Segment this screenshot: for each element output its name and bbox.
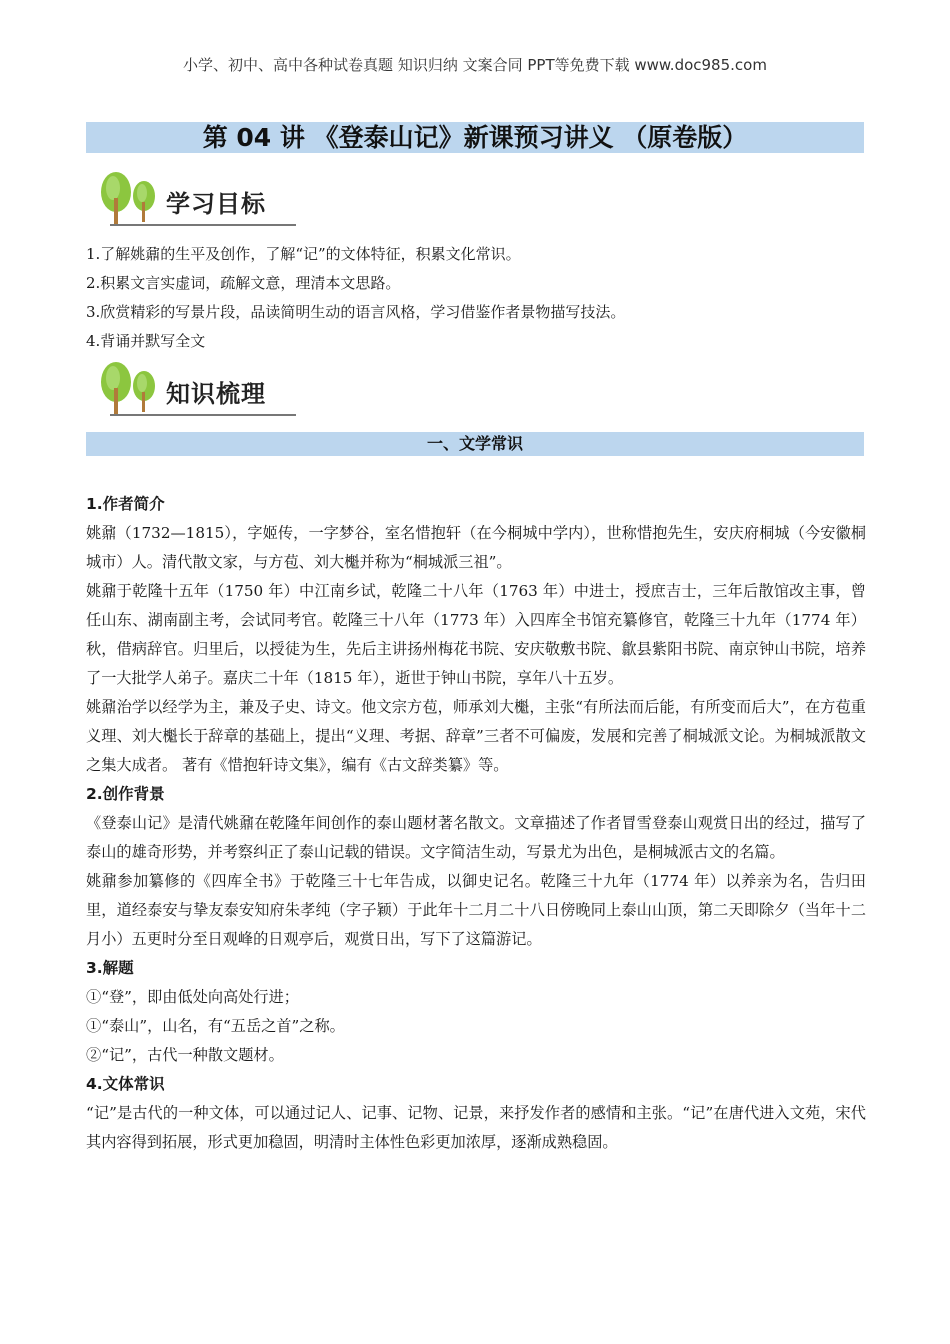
background-paragraph: 《登泰山记》是清代姚鼐在乾隆年间创作的泰山题材著名散文。文章描述了作者冒雪登泰山观赏日出的经过，描写了泰山的雄奇形势，并考察纠正了泰山记载的错误。文字简洁生动，写景尤为出色，是桐城派古文的名篇。: [86, 814, 866, 861]
badge-underline: [110, 414, 296, 416]
goal-item: 2.积累文言实虚词，疏解文意，理清本文思路。: [86, 274, 401, 292]
title-explain-heading: 3.解题: [86, 959, 134, 977]
title-explain-item: ①“泰山”，山名，有“五岳之首”之称。: [86, 1017, 345, 1035]
knowledge-badge-label: 知识梳理: [166, 380, 266, 408]
goal-item: 3.欣赏精彩的写景片段，品读简明生动的语言风格，学习借鉴作者景物描写技法。: [86, 303, 626, 321]
goals-badge: [96, 170, 306, 226]
tree-icon: [96, 170, 166, 226]
section-title: 一、文学常识: [86, 432, 864, 456]
document-title: 第 04 讲 《登泰山记》新课预习讲义 （原卷版）: [86, 122, 864, 153]
title-explain-item: ①“登”，即由低处向高处行进；: [86, 988, 299, 1006]
site-header: 小学、初中、高中各种试卷真题 知识归纳 文案合同 PPT等免费下载 www.doc985.com: [183, 56, 767, 74]
badge-underline: [110, 224, 296, 226]
goal-item: 1.了解姚鼐的生平及创作，了解“记”的文体特征，积累文化常识。: [86, 245, 521, 263]
background-paragraph: 姚鼐参加纂修的《四库全书》于乾隆三十七年告成，以御史记名。乾隆三十九年（1774 年）以养亲为名，告归田里，道经泰安与挚友泰安知府朱孝纯（字子颖）于此年十二月二十八日傍晚同上泰山山顶，第二天即除夕（当年十二月小）五更时分至日观峰的日观亭后，观赏日出，写下了这篇游记。: [86, 872, 866, 948]
tree-icon: [96, 360, 166, 416]
goals-list: [86, 240, 876, 356]
author-heading: 1.作者简介: [86, 495, 165, 513]
main-content: [86, 490, 866, 1157]
genre-heading: 4.文体常识: [86, 1075, 165, 1093]
author-paragraph: 姚鼐治学以经学为主，兼及子史、诗文。他文宗方苞，师承刘大櫆，主张“有所法而后能，有所变而后大”，在方苞重义理、刘大櫆长于辞章的基础上，提出“义理、考据、辞章”三者不可偏废，发展和完善了桐城派文论。为桐城派散文之集大成者。 著有《惜抱轩诗文集》，编有《古文辞类纂》等。: [86, 698, 866, 774]
knowledge-badge: [96, 360, 306, 416]
background-heading: 2.创作背景: [86, 785, 165, 803]
author-paragraph: 姚鼐（1732—1815），字姬传，一字梦谷，室名惜抱轩（在今桐城中学内），世称惜抱先生，安庆府桐城（今安徽桐城市）人。清代散文家，与方苞、刘大櫆并称为“桐城派三祖”。: [86, 524, 866, 571]
goals-badge-label: 学习目标: [166, 190, 266, 218]
genre-paragraph: “记”是古代的一种文体，可以通过记人、记事、记物、记景，来抒发作者的感情和主张。“记”在唐代进入文苑，宋代其内容得到拓展，形式更加稳固，明清时主体性色彩更加浓厚，逐渐成熟稳固。: [86, 1104, 866, 1151]
author-paragraph: 姚鼐于乾隆十五年（1750 年）中江南乡试，乾隆二十八年（1763 年）中进士，授庶吉士，三年后散馆改主事，曾任山东、湖南副主考，会试同考官。乾隆三十八年（1773 年）入四库全书馆充纂修官，乾隆三十九年（1774 年）秋，借病辞官。归里后，以授徒为生，先后主讲扬州梅花书院、安庆敬敷书院、歙县紫阳书院、南京钟山书院，培养了一大批学人弟子。嘉庆二十年（1815 年），逝世于钟山书院，享年八十五岁。: [86, 582, 866, 687]
title-explain-item: ②“记”，古代一种散文题材。: [86, 1046, 284, 1064]
goal-item: 4.背诵并默写全文: [86, 332, 206, 350]
